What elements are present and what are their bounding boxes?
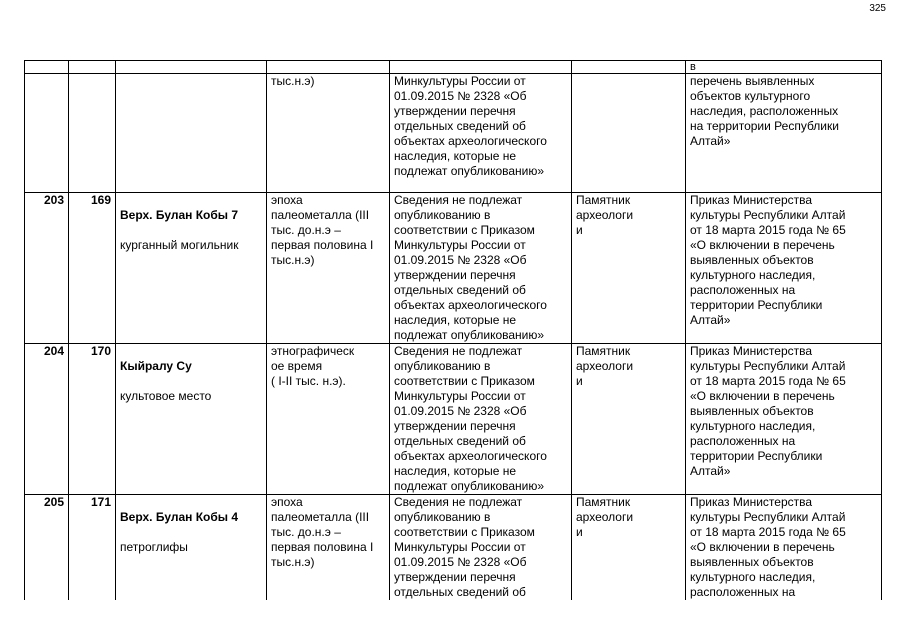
cell-info: Сведения не подлежат опубликованию в соответствии с Приказом Минкультуры России от 01.09.2015 № 2328 «Об утверждении перечня отдельных сведений об xyxy=(390,495,572,601)
table-row-continuation xyxy=(25,74,882,193)
cell-document: перечень выявленных объектов культурного наследия, расположенных на территории Республики Алтай» xyxy=(686,74,882,193)
cell-stub xyxy=(572,61,686,74)
site-name: Верх. Булан Кобы 7 xyxy=(120,208,239,222)
cell-name xyxy=(116,193,267,344)
table-row xyxy=(25,193,882,344)
cell-document: Приказ Министерства культуры Республики Алтай от 18 марта 2015 года № 65 «О включении в перечень выявленных объектов культурного наследия, расположенных на территории Республики Алтай» xyxy=(686,193,882,344)
cell-stub xyxy=(25,61,69,74)
cell-empty xyxy=(25,74,69,193)
table-row xyxy=(25,344,882,495)
site-kind: культовое место xyxy=(120,389,212,403)
cell-stub: в xyxy=(686,61,882,74)
cell-stub xyxy=(116,61,267,74)
cell-info: Сведения не подлежат опубликованию в соответствии с Приказом Минкультуры России от 01.09.2015 № 2328 «Об утверждении перечня отдельных сведений об объектах археологического наследия, которые не подлежат опубликованию» xyxy=(390,193,572,344)
table-row xyxy=(25,495,882,601)
cell-reg: 169 xyxy=(69,193,116,344)
cell-reg: 171 xyxy=(69,495,116,601)
heritage-registry-table xyxy=(24,60,882,600)
cell-info: Минкультуры России от 01.09.2015 № 2328 «Об утверждении перечня отдельных сведений об объектах археологического наследия, которые не подлежат опубликованию» xyxy=(390,74,572,193)
cell-category: Памятник археологи и xyxy=(572,495,686,601)
site-name: Кыйралу Су xyxy=(120,359,192,373)
cell-no: 205 xyxy=(25,495,69,601)
cell-name xyxy=(116,344,267,495)
site-kind: петроглифы xyxy=(120,540,188,554)
cell-empty xyxy=(116,74,267,193)
cell-period: тыс.н.э) xyxy=(267,74,390,193)
cell-stub xyxy=(390,61,572,74)
cell-document: Приказ Министерства культуры Республики Алтай от 18 марта 2015 года № 65 «О включении в перечень выявленных объектов культурного наследия, расположенных на xyxy=(686,495,882,601)
cell-no: 204 xyxy=(25,344,69,495)
cell-period: эпоха палеометалла (III тыс. до.н.э – первая половина I тыс.н.э) xyxy=(267,193,390,344)
cell-stub xyxy=(267,61,390,74)
cell-stub xyxy=(69,61,116,74)
site-name: Верх. Булан Кобы 4 xyxy=(120,510,239,524)
cell-period: эпоха палеометалла (III тыс. до.н.э – первая половина I тыс.н.э) xyxy=(267,495,390,601)
cell-reg: 170 xyxy=(69,344,116,495)
cell-category: Памятник археологи и xyxy=(572,193,686,344)
cell-info: Сведения не подлежат опубликованию в соответствии с Приказом Минкультуры России от 01.09.2015 № 2328 «Об утверждении перечня отдельных сведений об объектах археологического наследия, которые не подлежат опубликованию» xyxy=(390,344,572,495)
cell-empty xyxy=(572,74,686,193)
table-row-header-stub xyxy=(25,61,882,74)
site-kind: курганный могильник xyxy=(120,238,239,252)
cell-empty xyxy=(69,74,116,193)
cell-no: 203 xyxy=(25,193,69,344)
cell-name xyxy=(116,495,267,601)
cell-period: этнографическ ое время ( I-II тыс. н.э). xyxy=(267,344,390,495)
page-number: 325 xyxy=(869,3,886,14)
cell-document: Приказ Министерства культуры Республики Алтай от 18 марта 2015 года № 65 «О включении в перечень выявленных объектов культурного наследия, расположенных на территории Республики Алтай» xyxy=(686,344,882,495)
cell-category: Памятник археологи и xyxy=(572,344,686,495)
